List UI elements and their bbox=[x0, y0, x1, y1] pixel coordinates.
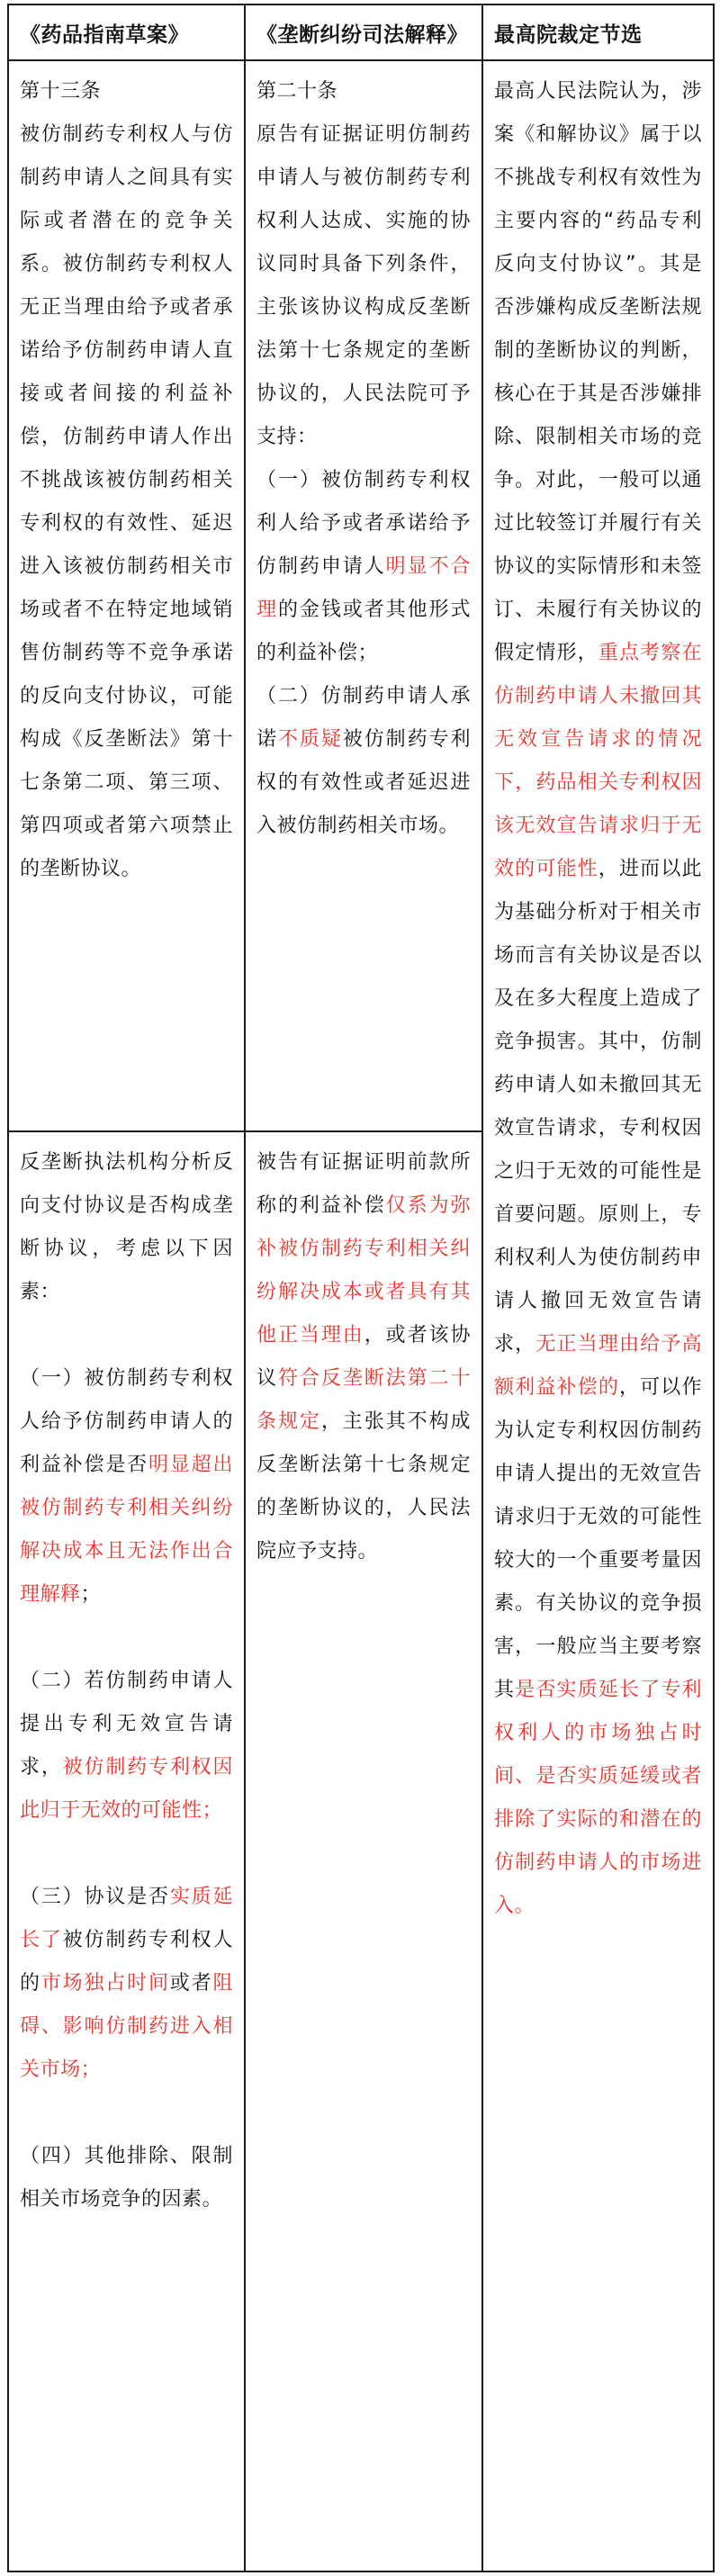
highlighted-text: 符合反垄断法第二十条规定 bbox=[256, 1367, 471, 1433]
paragraph bbox=[20, 1357, 233, 1617]
highlighted-text: 无正当理由给予高额利益补偿的 bbox=[494, 1333, 702, 1399]
header-judicial-interpretation: 《垄断纠纷司法解释》 bbox=[245, 5, 482, 60]
text-run: 最高人民法院认为，涉案《和解协议》属于以不挑战专利权有效性为主要内容的“药品专利反向支付协议”。其是否涉嫌构成反垄断法规制的垄断协议的判断，核心在于其是否涉嫌排除、限制相关市场的竞争。对此，一般可以通过比较签订并履行有关协议的实际情形和未签订、未履行有关协议的假定情形， bbox=[494, 80, 702, 664]
paragraph bbox=[256, 675, 471, 848]
text-run: 被仿制药专利权的有效性或者延迟进入被仿制药相关市场。 bbox=[256, 728, 471, 837]
text-run: （一）被仿制药专利权人给予仿制药申请人的利益补偿是否 bbox=[20, 1367, 233, 1476]
cell-guideline-factors bbox=[8, 1131, 245, 2571]
highlighted-text: 阻碍、影响仿制药进入相关市场； bbox=[20, 1972, 233, 2081]
cell-text bbox=[494, 70, 702, 1928]
table-row bbox=[8, 60, 714, 1131]
paragraph bbox=[256, 70, 471, 113]
paragraph bbox=[20, 1141, 233, 1314]
text-run: （三）协议是否 bbox=[20, 1886, 170, 1908]
highlighted-text: 市场独占时间 bbox=[40, 1972, 170, 1995]
text-run: （一）被仿制药专利权利人给予或者承诺给予仿制药申请人 bbox=[256, 469, 471, 578]
paragraph bbox=[20, 2135, 233, 2221]
paragraph bbox=[20, 1660, 233, 1833]
paragraph-gap bbox=[20, 1617, 233, 1660]
text-run: 的金钱或者其他形式的利益补偿； bbox=[256, 599, 471, 664]
highlighted-text: 实质延长了 bbox=[20, 1886, 233, 1951]
highlighted-text: 明显超出被仿制药专利相关纠纷解决成本且无法作出合理解释 bbox=[20, 1454, 233, 1606]
highlighted-text: 不质疑 bbox=[277, 728, 343, 751]
paragraph bbox=[20, 113, 233, 891]
highlighted-text: 仅系为弥补被仿制药专利相关纠纷解决成本或者具有其他正当理由 bbox=[256, 1194, 471, 1347]
text-run: （二）若仿制药申请人提出专利无效宣告请求， bbox=[20, 1670, 233, 1779]
text-run: ，可以作为认定专利权因仿制药申请人提出的无效宣告请求归于无效的可能性较大的一个重要考量因素。有关协议的竞争损害，一般应当主要考察其 bbox=[494, 1376, 702, 1701]
cell-text bbox=[256, 1141, 471, 1573]
text-run: 被仿制药专利权人与仿制药申请人之间具有实际或者潜在的竞争关系。被仿制药专利权人无正当理由给予或者承诺给予仿制药申请人直接或者间接的利益补偿，仿制药申请人作出不挑战该被仿制药相关专利权的有效性、延迟进入该被仿制药相关市场或者不在特定地域销售仿制药等不竞争承诺的反向支付协议，可能构成《反垄断法》第十七条第二项、第三项、第四项或者第六项禁止的垄断协议。 bbox=[20, 123, 233, 880]
header-row bbox=[8, 5, 714, 60]
paragraph bbox=[256, 113, 471, 459]
text-run: ，或者该协议 bbox=[256, 1324, 471, 1390]
text-run: ； bbox=[80, 1583, 102, 1606]
text-run: 被告有证据证明前款所称的利益补偿 bbox=[256, 1151, 471, 1217]
cell-text bbox=[20, 70, 233, 891]
text-run: 被仿制药专利权人的 bbox=[20, 1929, 233, 1995]
text-run: ，进而以此为基础分析对于相关市场而言有关协议是否以及在多大程度上造成了竞争损害。其中，仿制药申请人如未撤回其无效宣告请求，专利权因之归于无效的可能性是首要问题。原则上，专利权利人为使仿制药申请人撤回无效宣告请求， bbox=[494, 858, 702, 1356]
text-run: ，主张其不构成反垄断法第十七条规定的垄断协议的，人民法院应予支持。 bbox=[256, 1410, 471, 1563]
paragraph bbox=[256, 459, 471, 675]
paragraph bbox=[20, 1876, 233, 2092]
paragraph-gap bbox=[20, 1314, 233, 1357]
paragraph-gap bbox=[20, 1833, 233, 1876]
text-run: 第十三条 bbox=[20, 80, 102, 103]
cell-supreme-court-ruling bbox=[482, 60, 714, 2571]
comparison-table bbox=[7, 4, 715, 2572]
text-run: 原告有证据证明仿制药申请人与被仿制药专利权利人达成、实施的协议同时具备下列条件，主张该协议构成反垄断法第十七条规定的垄断协议的，人民法院可予支持： bbox=[256, 123, 471, 448]
text-run: 反垄断执法机构分析反向支付协议是否构成垄断协议，考虑以下因素： bbox=[20, 1151, 233, 1303]
paragraph bbox=[494, 70, 702, 1928]
cell-guideline-article-13 bbox=[8, 60, 245, 1131]
paragraph bbox=[256, 1141, 471, 1573]
highlighted-text: 明显不合理 bbox=[256, 555, 471, 621]
paragraph bbox=[20, 70, 233, 113]
highlighted-text: 重点考察在仿制药申请人未撤回其无效宣告请求的情况下，药品相关专利权因该无效宣告请求归于无效的可能性 bbox=[494, 642, 702, 880]
highlighted-text: 被仿制药专利权因此归于无效的可能性； bbox=[20, 1756, 233, 1822]
text-run: （二）仿制药申请人承诺 bbox=[256, 685, 471, 751]
text-run: 或者 bbox=[169, 1972, 213, 1995]
cell-interpretation-article-20 bbox=[245, 60, 482, 1131]
text-run: （四）其他排除、限制相关市场竞争的因素。 bbox=[20, 2145, 233, 2211]
cell-text bbox=[20, 1141, 233, 2221]
text-run: 第二十条 bbox=[256, 80, 338, 103]
header-supreme-court-excerpt: 最高院裁定节选 bbox=[482, 5, 714, 60]
highlighted-text: 是否实质延长了专利权利人的市场独占时间、是否实质延缓或者排除了实际的和潜在的仿制药申请人的市场进入。 bbox=[494, 1679, 702, 1917]
cell-interpretation-defense bbox=[245, 1131, 482, 2571]
header-drug-guideline: 《药品指南草案》 bbox=[8, 5, 245, 60]
paragraph-gap bbox=[20, 2092, 233, 2135]
cell-text bbox=[256, 70, 471, 848]
